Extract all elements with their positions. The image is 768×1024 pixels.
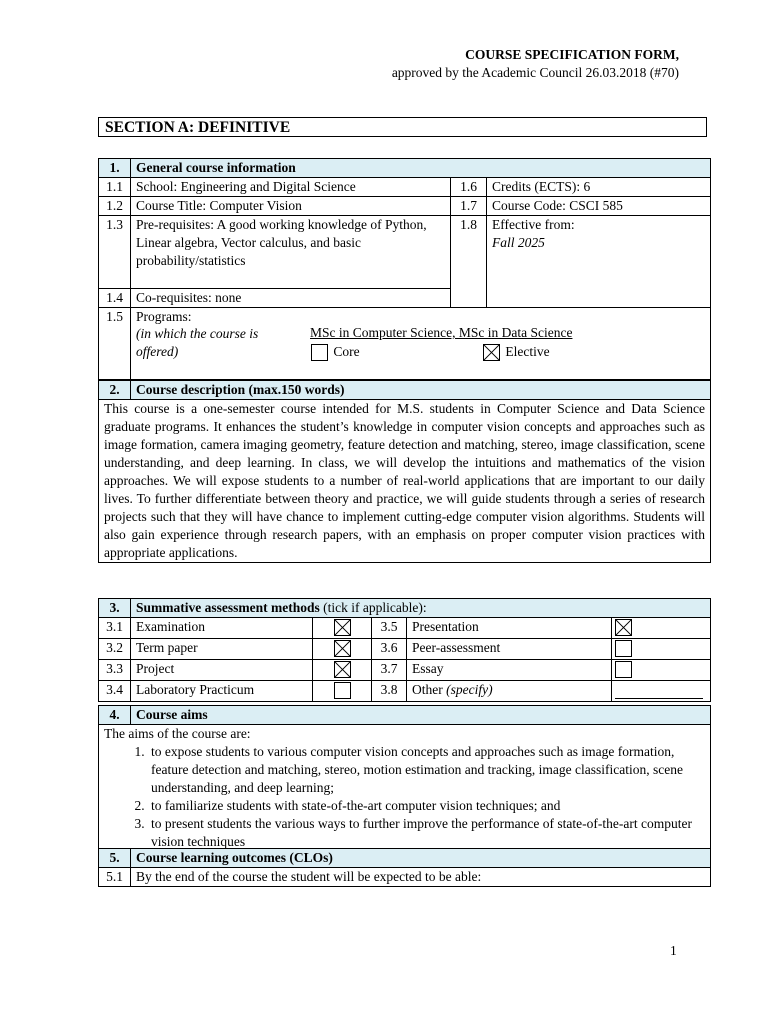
- clo-intro-text: By the end of the course the student will be expected to be able:: [131, 868, 711, 887]
- effective-from-field: [487, 216, 711, 308]
- core-option[interactable]: [311, 343, 360, 361]
- row-3-4-number: 3.4: [99, 681, 131, 702]
- lab-practicum-label: Laboratory Practicum: [131, 681, 313, 702]
- section-5-heading: Course learning outcomes (CLOs): [131, 849, 711, 868]
- term-paper-checkbox[interactable]: [334, 640, 351, 657]
- effective-from-label: Effective from:: [492, 217, 575, 232]
- effective-from-value: Fall 2025: [492, 235, 545, 250]
- core-checkbox[interactable]: [311, 344, 328, 361]
- essay-label: Essay: [407, 660, 612, 681]
- corequisites-field: Co-requisites: none: [131, 289, 451, 308]
- section-3-number: 3.: [99, 599, 131, 618]
- section-2-heading: Course description (max.150 words): [131, 381, 711, 400]
- row-1-5-number: 1.5: [99, 308, 131, 380]
- page-number: 1: [670, 943, 677, 958]
- form-subtitle: approved by the Academic Council 26.03.2018 (#70): [391, 65, 679, 80]
- presentation-label: Presentation: [407, 618, 612, 639]
- row-1-3-number: 1.3: [99, 216, 131, 289]
- row-1-4-number: 1.4: [99, 289, 131, 308]
- core-label: Core: [333, 344, 360, 359]
- school-field: School: Engineering and Digital Science: [131, 178, 451, 197]
- aim-item: 2. to familiarize students with state-of-the-art computer vision techniques; and: [148, 797, 705, 815]
- section-4-heading: Course aims: [131, 706, 711, 725]
- section-4-number: 4.: [99, 706, 131, 725]
- form-title: COURSE SPECIFICATION FORM,: [465, 47, 679, 62]
- examination-checkbox[interactable]: [334, 619, 351, 636]
- section-1-heading: General course information: [131, 159, 711, 178]
- peer-assessment-checkbox[interactable]: [615, 640, 632, 657]
- section-1-number: 1.: [99, 159, 131, 178]
- aims-list: [104, 743, 705, 851]
- project-checkbox[interactable]: [334, 661, 351, 678]
- row-3-7-number: 3.7: [372, 660, 407, 681]
- aim-item: 3. to present students the various ways to further improve the performance of state-of-the-art computer vision techniques: [148, 815, 705, 851]
- section-3-heading-cell: [131, 599, 711, 618]
- row-1-7-number: 1.7: [451, 197, 487, 216]
- section-a-heading: SECTION A: DEFINITIVE: [98, 117, 707, 137]
- row-1-8-number: 1.8: [451, 216, 487, 308]
- presentation-checkbox[interactable]: [615, 619, 632, 636]
- programs-label: Programs:: [136, 309, 192, 324]
- elective-label: Elective: [505, 344, 550, 359]
- assessment-methods-table: [98, 598, 711, 702]
- essay-checkbox[interactable]: [615, 661, 632, 678]
- lab-practicum-checkbox[interactable]: [334, 682, 351, 699]
- course-aims-content: [99, 725, 711, 852]
- other-label: Other: [412, 682, 443, 697]
- aims-intro: The aims of the course are:: [104, 726, 251, 741]
- course-description-text: This course is a one-semester course intended for M.S. students in Computer Science and Data Science graduate programs. It enhances the student’s knowledge in computer vision concepts and approaches such as image formation, camera imaging geometry, feature detection and matching, stereo, image classification, scene understanding, and deep learning. In class, we will develop the intuitions and mathematics of the vision approaches. We will expose students to a number of real-world applications that are important to our daily lives. To further differentiate between theory and practice, we will guide students through a series of research projects such that they will have chance to implement cutting-edge computer vision algorithms. Students will also gain experience through research papers, with an emphasis on proper computer vision practices with appropriate applications.: [99, 400, 711, 563]
- row-1-2-number: 1.2: [99, 197, 131, 216]
- row-3-2-number: 3.2: [99, 639, 131, 660]
- examination-label: Examination: [131, 618, 313, 639]
- section-3-heading: Summative assessment methods: [136, 600, 320, 615]
- credits-field: Credits (ECTS): 6: [487, 178, 711, 197]
- prerequisites-field: Pre-requisites: A good working knowledge of Python, Linear algebra, Vector calculus, and basic probability/statistics: [131, 216, 451, 289]
- programs-list: MSc in Computer Science, MSc in Data Science: [310, 325, 573, 340]
- programs-note: (in which the course is offered): [136, 326, 259, 359]
- course-code-field: Course Code: CSCI 585: [487, 197, 711, 216]
- row-1-6-number: 1.6: [451, 178, 487, 197]
- row-3-5-number: 3.5: [372, 618, 407, 639]
- row-3-1-number: 3.1: [99, 618, 131, 639]
- general-info-table: [98, 158, 711, 380]
- section-5-number: 5.: [99, 849, 131, 868]
- term-paper-label: Term paper: [131, 639, 313, 660]
- elective-option[interactable]: [483, 343, 550, 361]
- row-3-8-number: 3.8: [372, 681, 407, 702]
- row-5-1-number: 5.1: [99, 868, 131, 887]
- course-description-table: [98, 380, 711, 563]
- aim-item: 1. to expose students to various computer vision concepts and approaches such as image formation, feature detection and matching, stereo, motion estimation and tracking, image classification, scene understanding, and deep learning;: [148, 743, 705, 797]
- other-label-cell: [407, 681, 612, 702]
- learning-outcomes-table: [98, 848, 711, 887]
- row-1-1-number: 1.1: [99, 178, 131, 197]
- row-3-6-number: 3.6: [372, 639, 407, 660]
- elective-checkbox[interactable]: [483, 344, 500, 361]
- section-3-heading-note: (tick if applicable):: [319, 600, 427, 615]
- course-aims-table: [98, 705, 711, 852]
- peer-assessment-label: Peer-assessment: [407, 639, 612, 660]
- course-title-field: Course Title: Computer Vision: [131, 197, 451, 216]
- project-label: Project: [131, 660, 313, 681]
- programs-field: [131, 308, 711, 380]
- row-3-3-number: 3.3: [99, 660, 131, 681]
- section-2-number: 2.: [99, 381, 131, 400]
- other-specify-input[interactable]: [615, 686, 703, 699]
- other-label-note: (specify): [446, 682, 493, 697]
